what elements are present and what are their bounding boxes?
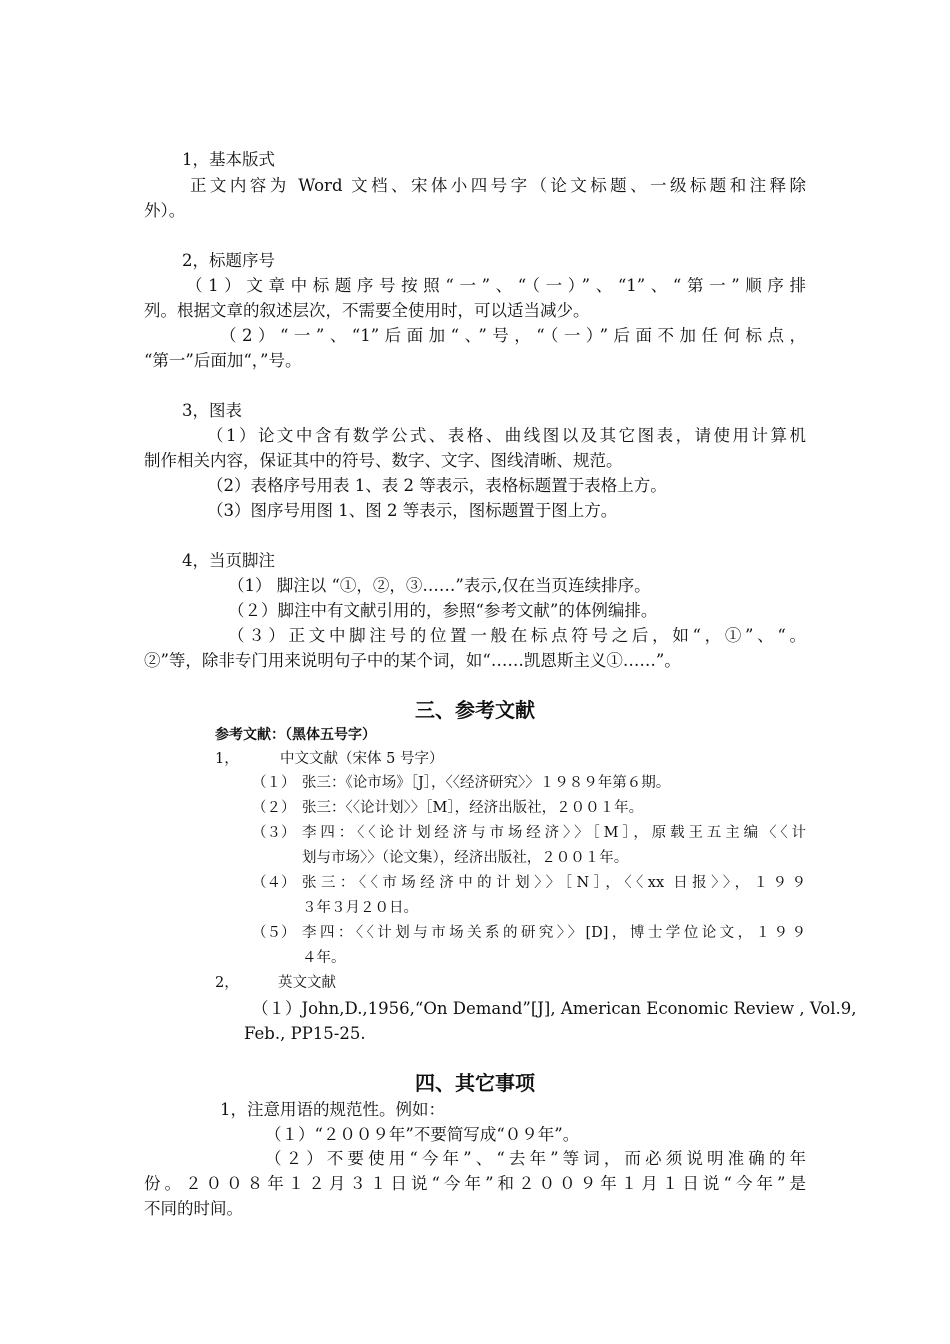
reference-text: （１）John,D.,1956,“On Demand”[J], American Economic Review , Vol.9, <box>252 999 857 1018</box>
section-2-heading: 2，标题序号 <box>182 251 275 270</box>
other-matters-title: 四、其它事项 <box>415 1071 535 1095</box>
section-3-item-line: （2）表格序号用表 1、表 2 等表示，表格标题置于表格上方。 <box>207 476 667 495</box>
other-subitem: （１）“２００９年”不要简写成“０９年”。 <box>265 1125 580 1144</box>
reference-number: （２） <box>252 800 296 816</box>
reference-number: （３） <box>252 825 296 841</box>
other-item: 1，注意用语的规范性。例如： <box>220 1100 445 1119</box>
reference-text: 张三：《论市场》［J］，〈〈经济研究〉〉１９８９年第６期。 <box>302 775 671 791</box>
section-2-item-line: （1）文章中标题序号按照“一”、“（一）”、“1”、“第一”顺序排 <box>186 276 806 295</box>
section-3-item-line: 制作相关内容，保证其中的符号、数字、文字、图线清晰、规范。 <box>144 451 623 470</box>
reference-text: 李四：〈〈计划与市场关系的研究〉〉[D]，博士学位论文，１９９ <box>302 925 806 941</box>
section-4-item-line: （1） 脚注以 “①，②，③……”表示,仅在当页连续排序。 <box>228 576 651 595</box>
section-2-item-line: “第一”后面加“，”号。 <box>144 351 302 370</box>
section-4-item-line: （２）脚注中有文献引用的，参照“参考文献”的体例编排。 <box>228 601 658 620</box>
section-4-item-line: ②”等，除非专门用来说明句子中的某个词，如“……凯恩斯主义①……”。 <box>144 651 681 670</box>
references-subtitle: 参考文献：（黑体五号字） <box>215 727 376 743</box>
section-2-item-line: 列。根据文章的叙述层次，不需要全使用时，可以适当减少。 <box>144 301 590 320</box>
reference-number: （５） <box>252 925 296 941</box>
reference-text: ４年。 <box>302 950 346 966</box>
reference-text: 划与市场〉〉（论文集），经济出版社，２００１年。 <box>302 850 629 866</box>
reference-number: （１） <box>252 775 296 791</box>
section-2-item-line: （2）“一”、“1”后面加“、”号，“（一）”后面不加任何标点， <box>220 326 806 345</box>
section-3-heading: 3，图表 <box>182 401 242 420</box>
reference-text: Feb., PP15-25. <box>244 1024 366 1043</box>
reference-number: （４） <box>252 875 296 891</box>
section-1-heading: 1，基本版式 <box>182 150 275 169</box>
other-subitem-line: 不同的时间。 <box>144 1199 243 1218</box>
section-4-heading: 4，当页脚注 <box>182 551 275 570</box>
reference-text: 李四：〈〈论计划经济与市场经济〉〉［M］，原载王五主编〈〈计 <box>302 825 806 841</box>
references-cn-label: 中文文献（宋体 5 号字） <box>280 751 444 767</box>
references-title: 三、参考文献 <box>415 698 535 722</box>
references-cn-number: 1， <box>215 751 239 767</box>
references-en-number: 2， <box>215 975 239 991</box>
references-en-label: 英文文献 <box>278 975 336 991</box>
other-subitem-line: 份。２００８年１２月３１日说“今年”和２００９年１月１日说“今年”是 <box>144 1174 806 1193</box>
section-1-text-line: 外）。 <box>144 201 186 220</box>
section-3-item-line: （3）图序号用图 1、图 2 等表示，图标题置于图上方。 <box>207 501 618 520</box>
section-3-item-line: （1）论文中含有数学公式、表格、曲线图以及其它图表，请使用计算机 <box>207 426 806 445</box>
reference-text: 张三：〈〈论计划〉〉［M］，经济出版社，２００１年。 <box>302 800 644 816</box>
other-subitem-line: （２）不要使用“今年”、“去年”等词，而必须说明准确的年 <box>265 1149 806 1168</box>
reference-text: ３年３月２０日。 <box>302 900 418 916</box>
section-4-item-line: （３）正文中脚注号的位置一般在标点符号之后，如“，①”、“。 <box>228 626 806 645</box>
reference-text: 张三：〈〈市场经济中的计划〉〉［N］，〈〈xx 日报〉〉，１９９ <box>302 875 806 891</box>
section-1-text-line: 正文内容为 Word 文档、宋体小四号字（论文标题、一级标题和注释除 <box>190 176 806 195</box>
